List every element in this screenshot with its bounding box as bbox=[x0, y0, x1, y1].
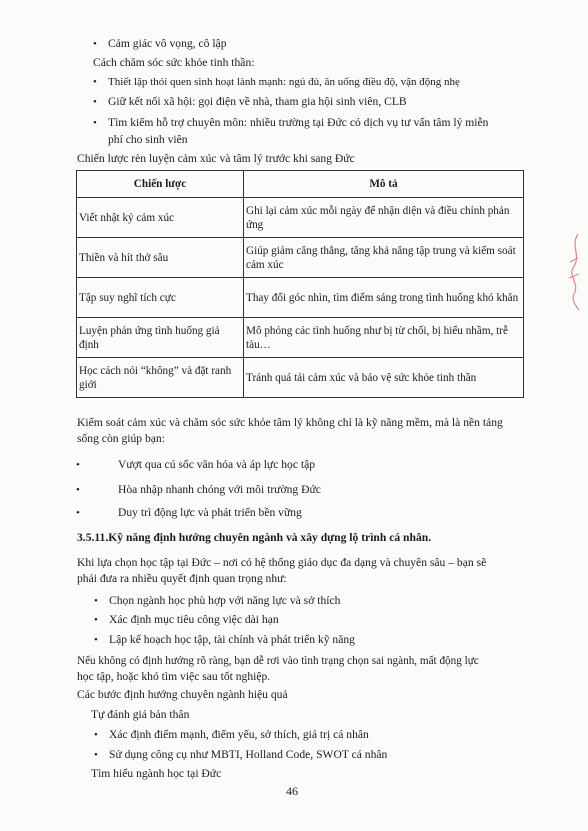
paragraph-line: Nếu không có định hướng rõ ràng, bạn dễ rơi vào tình trạng chọn sai ngành, mất động lực bbox=[77, 655, 479, 667]
bullet-text: Duy trì động lực và phát triển bền vững bbox=[118, 506, 302, 519]
bullet-text-continuation: phí cho sinh viên bbox=[108, 133, 188, 146]
bullet-marker: • bbox=[93, 76, 97, 88]
strategy-cell: Học cách nói “không” và đặt ranh giới bbox=[77, 358, 244, 398]
page-number: 46 bbox=[286, 784, 298, 798]
table-caption: Chiến lược rèn luyện cảm xúc và tâm lý trước khi sang Đức bbox=[77, 152, 355, 165]
bullet-text: Xác định điểm mạnh, điểm yếu, sở thích, giá trị cá nhân bbox=[109, 728, 369, 741]
bullet-marker: • bbox=[94, 729, 98, 741]
bullet-text: Hòa nhập nhanh chóng với môi trường Đức bbox=[118, 483, 321, 496]
description-cell: Thay đổi góc nhìn, tìm điểm sáng trong tình huống khó khăn bbox=[244, 278, 524, 318]
table-row bbox=[77, 238, 524, 278]
table-row bbox=[77, 198, 524, 238]
table-row bbox=[77, 278, 524, 318]
bullet-marker: • bbox=[94, 614, 98, 626]
paragraph-line: học tập, hoặc khó tìm việc sau tốt nghiệp. bbox=[77, 670, 271, 683]
bullet-text: Tìm kiếm hỗ trợ chuyên môn: nhiều trường tại Đức có dịch vụ tư vấn tâm lý miễn bbox=[108, 116, 489, 129]
margin-scribble-icon bbox=[564, 232, 584, 312]
bullet-marker: • bbox=[93, 96, 97, 108]
bullet-marker: • bbox=[76, 507, 80, 519]
strategy-cell: Tập suy nghĩ tích cực bbox=[77, 278, 244, 318]
strategy-cell: Thiền và hít thở sâu bbox=[77, 238, 244, 278]
table-row bbox=[77, 318, 524, 358]
bullet-text: Lập kế hoạch học tập, tài chính và phát triển kỹ năng bbox=[109, 633, 355, 646]
description-cell: Ghi lại cảm xúc mỗi ngày để nhận diện và điều chỉnh phản ứng bbox=[244, 198, 524, 238]
subheading-line: Tự đánh giá bản thân bbox=[91, 708, 190, 721]
paragraph-line: Kiểm soát cảm xúc và chăm sóc sức khỏe tâm lý không chỉ là kỹ năng mềm, mà là nền tảng bbox=[77, 416, 503, 429]
header-description: Mô tả bbox=[244, 171, 524, 198]
subheading-line: Tìm hiểu ngành học tại Đức bbox=[91, 767, 222, 780]
strategy-cell: Luyện phản ứng tình huống giả định bbox=[77, 318, 244, 358]
bullet-text: Vượt qua cú sốc văn hóa và áp lực học tập bbox=[118, 458, 316, 471]
bullet-marker: • bbox=[94, 749, 98, 761]
paragraph-line: Khi lựa chọn học tập tại Đức – nơi có hệ thống giáo dục đa dạng và chuyên sâu – bạn sẽ bbox=[77, 556, 487, 569]
bullet-marker: • bbox=[94, 634, 98, 646]
paragraph-line: phải đưa ra nhiều quyết định quan trọng như: bbox=[77, 572, 287, 585]
bullet-text: Chọn ngành học phù hợp với năng lực và sở thích bbox=[109, 594, 341, 607]
bullet-text: Cảm giác vô vọng, cô lập bbox=[108, 37, 227, 50]
bullet-marker: • bbox=[76, 459, 80, 471]
strategy-cell: Viết nhật ký cảm xúc bbox=[77, 198, 244, 238]
bullet-marker: • bbox=[76, 484, 80, 496]
bullet-marker: • bbox=[93, 117, 97, 129]
bullet-marker: • bbox=[94, 595, 98, 607]
section-heading: 3.5.11.Kỹ năng định hướng chuyên ngành và xây dựng lộ trình cá nhân. bbox=[77, 531, 432, 544]
bullet-text: Thiết lập thói quen sinh hoạt lành mạnh: ngủ đủ, ăn uống điều độ, vận động nhẹ bbox=[108, 76, 460, 88]
table-header-row bbox=[77, 171, 524, 198]
bullet-text: Xác định mục tiêu công việc dài hạn bbox=[109, 613, 279, 626]
bullet-marker: • bbox=[93, 38, 97, 50]
bullet-text: Sử dụng công cụ như MBTI, Holland Code, SWOT cá nhân bbox=[109, 748, 388, 761]
description-cell: Giúp giảm căng thẳng, tăng khả năng tập trung và kiểm soát cảm xúc bbox=[244, 238, 524, 278]
paragraph-line: sống còn giúp bạn: bbox=[77, 432, 165, 445]
description-cell: Tránh quá tải cảm xúc và bảo vệ sức khỏe tinh thần bbox=[244, 358, 524, 398]
paragraph-line: Các bước định hướng chuyên ngành hiệu quả bbox=[77, 688, 288, 701]
paragraph-line: Cách chăm sóc sức khỏe tinh thần: bbox=[93, 56, 255, 69]
description-cell: Mô phỏng các tình huống như bị từ chối, bị hiểu nhầm, trễ tàu… bbox=[244, 318, 524, 358]
header-strategy: Chiến lược bbox=[77, 171, 244, 198]
strategy-table bbox=[76, 170, 524, 398]
bullet-text: Giữ kết nối xã hội: gọi điện về nhà, tham gia hội sinh viên, CLB bbox=[108, 95, 407, 108]
table-row bbox=[77, 358, 524, 398]
